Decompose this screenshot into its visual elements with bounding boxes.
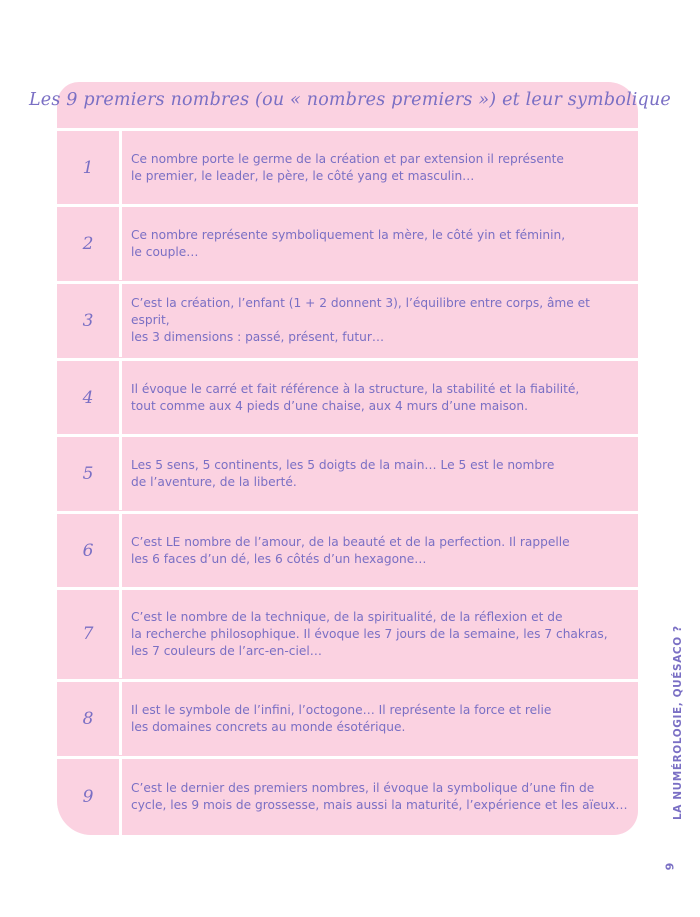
row-description: Ce nombre représente symboliquement la mère, le côté yin et féminin, le couple… <box>131 227 566 259</box>
table-row <box>57 679 638 755</box>
table-row <box>57 204 638 280</box>
table-row <box>57 587 638 678</box>
row-number: 2 <box>57 207 122 280</box>
chapter-side-label: LA NUMÉROLOGIE, QUÉSACO ? <box>672 625 684 820</box>
page-number: 9 <box>663 862 677 871</box>
row-number: 7 <box>57 590 122 678</box>
row-number: 8 <box>57 682 122 755</box>
table-row <box>57 358 638 434</box>
row-description: C’est le dernier des premiers nombres, il évoque la symbolique d’une fin de cycle, les 9 mois de grossesse, mais aussi la maturité, l’expérience et les aïeux… <box>131 781 628 812</box>
table-title: Les 9 premiers nombres (ou « nombres premiers ») et leur symbolique <box>28 90 671 110</box>
table-row <box>57 511 638 587</box>
row-description: Les 5 sens, 5 continents, les 5 doigts de la main… Le 5 est le nombre de l’aventure, de la liberté. <box>131 457 555 489</box>
row-description: Il évoque le carré et fait référence à la structure, la stabilité et la fiabilité, tout comme aux 4 pieds d’une chaise, aux 4 murs d’une maison. <box>131 381 580 413</box>
row-number: 6 <box>57 514 122 587</box>
table-row <box>57 128 638 204</box>
table-row <box>57 756 638 835</box>
row-number: 3 <box>57 284 122 357</box>
row-description: Il est le symbole de l’infini, l’octogone… Il représente la force et relie les domaines concrets au monde ésotérique. <box>131 702 552 734</box>
row-number: 4 <box>57 361 122 434</box>
row-description: Ce nombre porte le germe de la création et par extension il représente le premier, le leader, le père, le côté yang et masculin… <box>131 151 564 183</box>
row-number: 1 <box>57 131 122 204</box>
row-number: 9 <box>57 759 122 835</box>
table-row <box>57 434 638 510</box>
row-description: C’est le nombre de la technique, de la spiritualité, de la réflexion et de la recherche philosophique. Il évoque les 7 jours de la semaine, les 7 chakras, les 7 couleurs de l’arc-en-ciel… <box>131 609 608 658</box>
row-number: 5 <box>57 437 122 510</box>
row-description: C’est la création, l’enfant (1 + 2 donnent 3), l’équilibre entre corps, âme et esprit, les 3 dimensions : passé, présent, futur… <box>131 296 590 344</box>
table-row <box>57 281 638 357</box>
row-description: C’est LE nombre de l’amour, de la beauté et de la perfection. Il rappelle les 6 faces d’un dé, les 6 côtés d’un hexagone… <box>131 534 570 566</box>
